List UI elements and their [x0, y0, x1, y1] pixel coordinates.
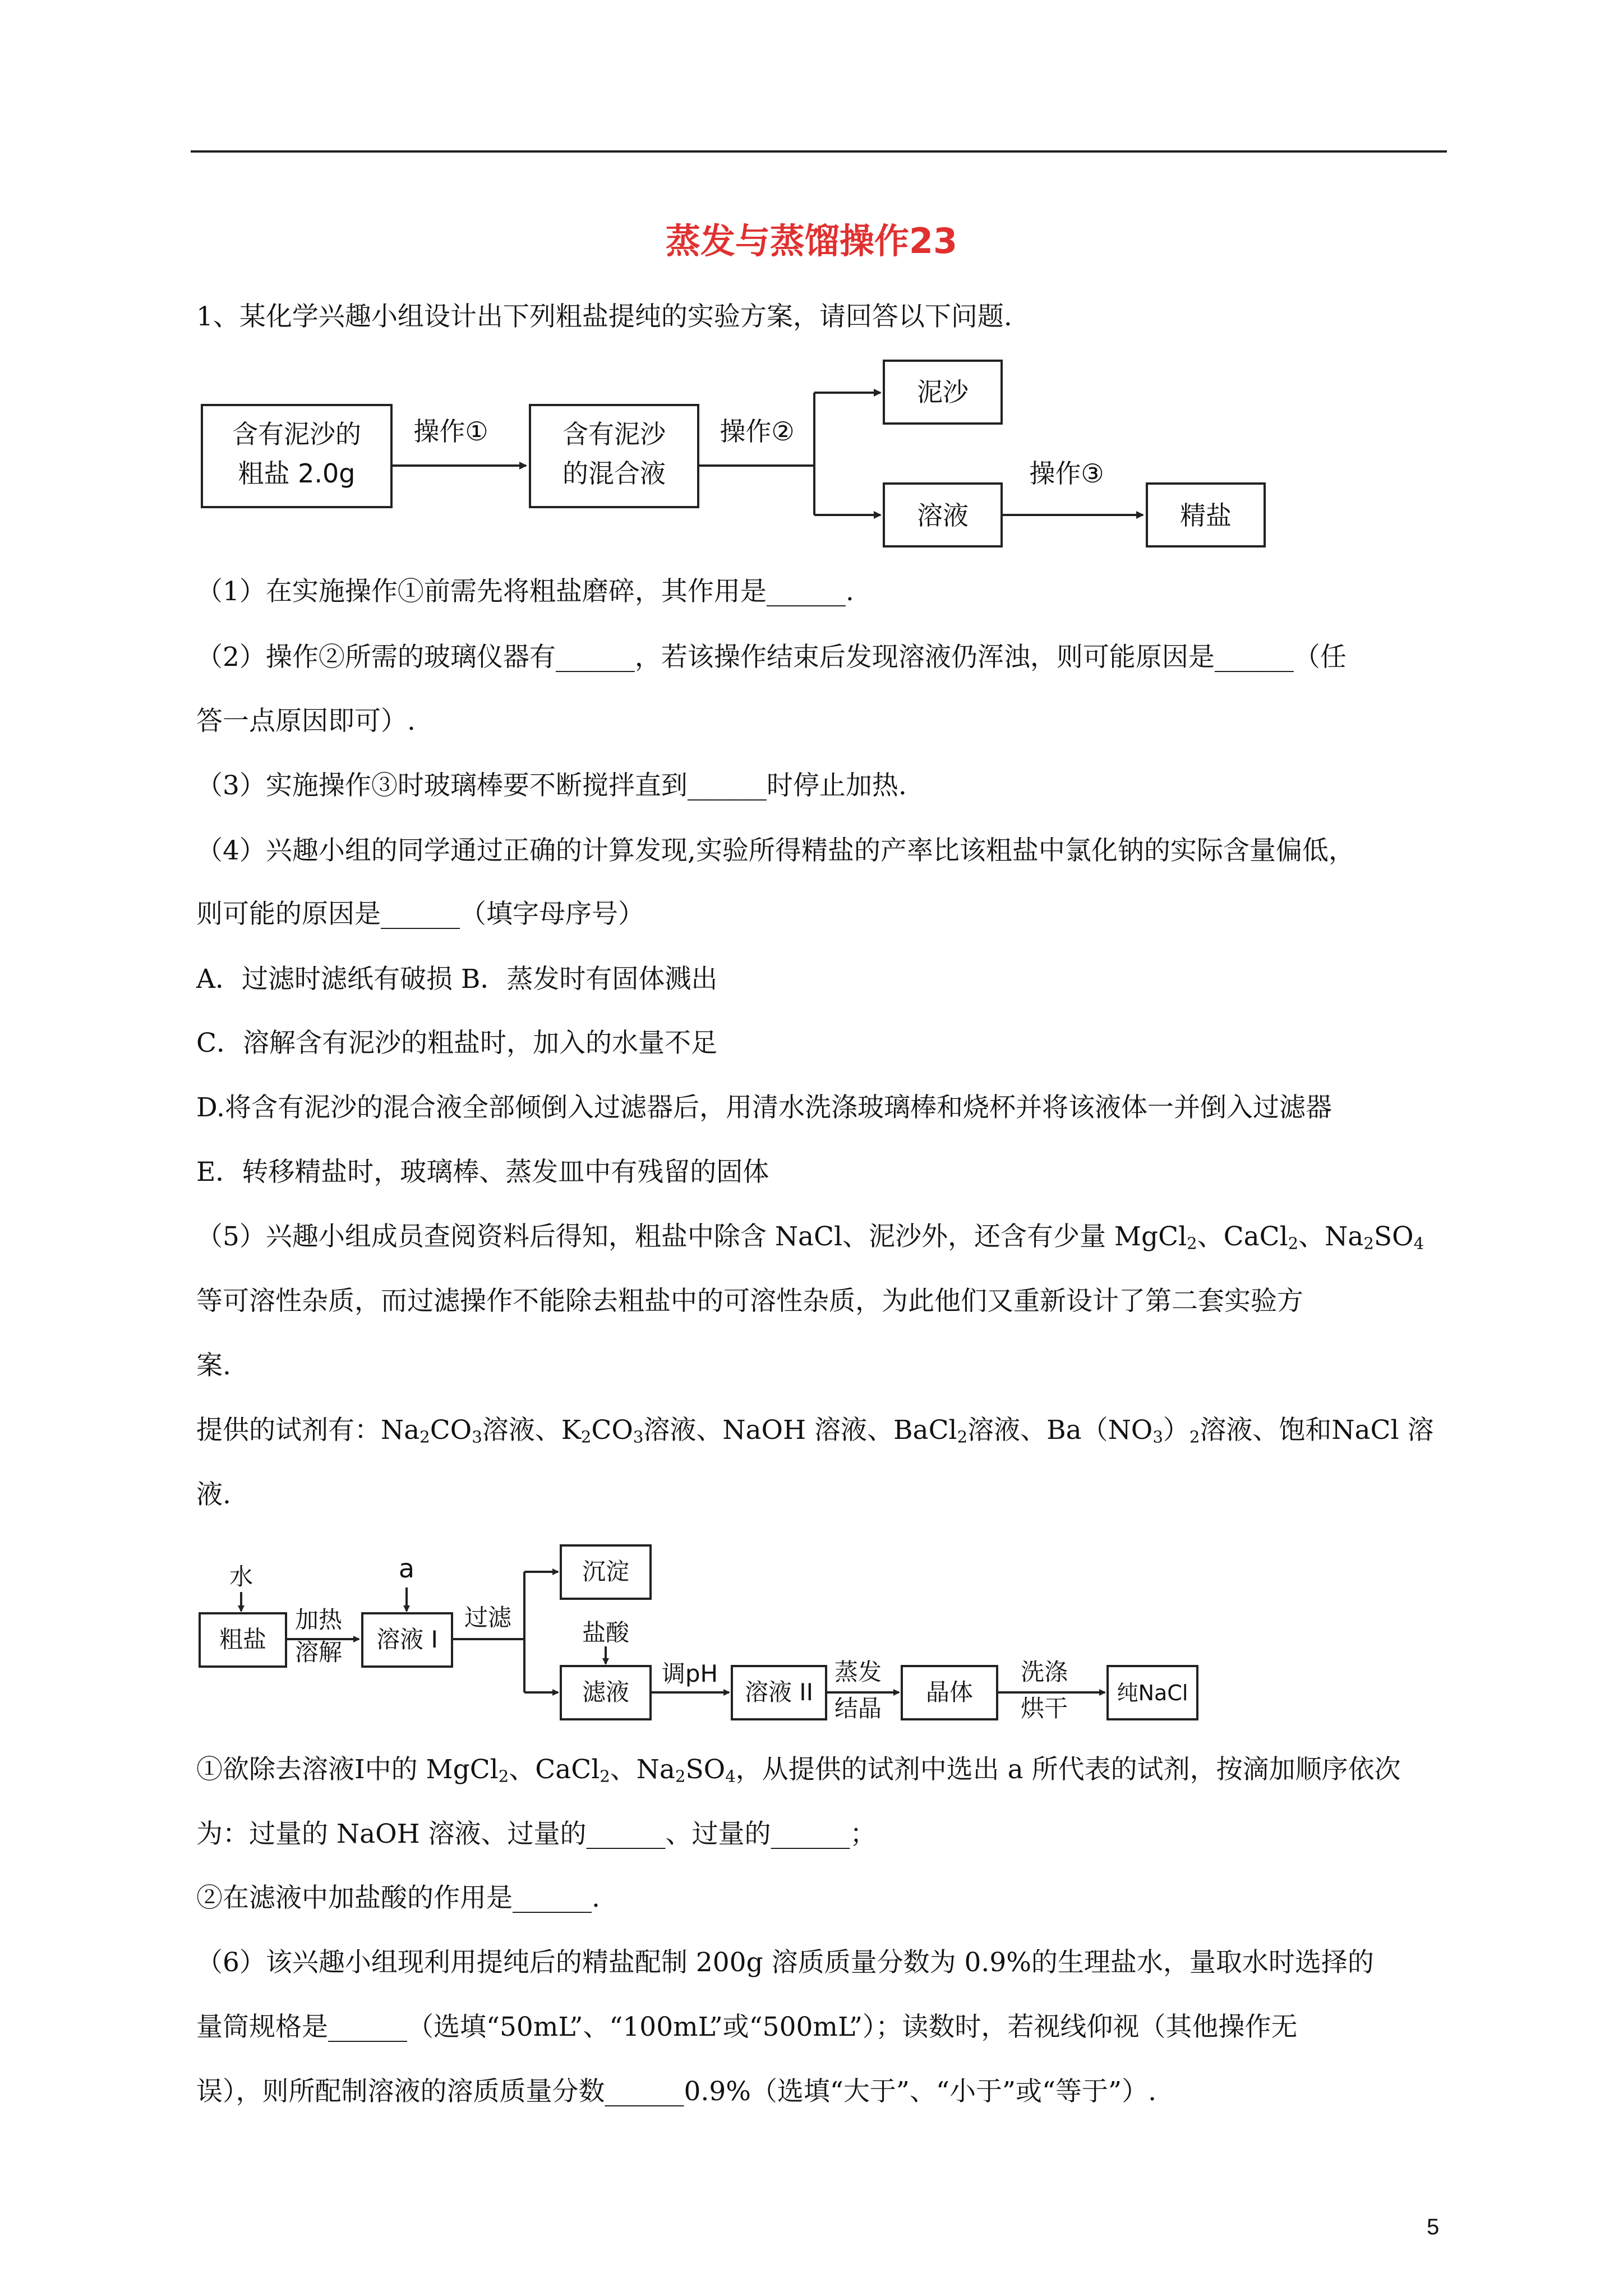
line-q1: （1）在实施操作①前需先将粗盐磨碎，其作用是______. [196, 576, 854, 607]
line-sub2: ②在滤液中加盐酸的作用是______. [196, 1883, 600, 1913]
box-sand [884, 361, 1002, 424]
line-q2-cont: 答一点原因即可）. [196, 706, 416, 737]
line-reagents-cont: 液. [196, 1479, 231, 1510]
label-op1: 操作① [413, 416, 488, 447]
label-filter: 过滤 [464, 1604, 512, 1631]
line-q4: （4）兴趣小组的同学通过正确的计算发现,实验所得精盐的产率比该粗盐中氯化钠的实际含量偏低， [196, 835, 1355, 866]
line-q2: （2）操作②所需的玻璃仪器有______，若该操作结束后发现溶液仍浑浊，则可能原因是______（任 [196, 642, 1347, 673]
line-q5: （5）兴趣小组成员查阅资料后得知，粗盐中除含 NaCl、泥沙外，还含有少量 MgCl$_2$、CaCl$_2$、$Na_2SO_4$ [196, 1221, 1424, 1253]
option-d: D.将含有泥沙的混合液全部倾倒入过滤器后，用清水洗涤玻璃棒和烧杯并将该液体一并倒入过滤器 [196, 1092, 1332, 1123]
option-a-b: A．过滤时滤纸有破损 B．蒸发时有固体溅出 [196, 964, 718, 995]
label-evaporate: 蒸发 [834, 1658, 882, 1686]
box-crude-salt [202, 405, 391, 507]
label-heat: 加热 [294, 1606, 343, 1634]
box-fine-salt [1147, 484, 1265, 546]
box-precipitate-label: 沉淀 [582, 1558, 630, 1585]
line-sub1: ①欲除去溶液Ⅰ中的 MgCl$_2$、CaCl$_2$、$Na_2SO_4$，从提供的试剂中选出 a 所代表的试剂，按滴加顺序依次 [196, 1754, 1401, 1786]
box-mixture-line1: 含有泥沙 [562, 419, 666, 449]
header-rule [191, 150, 1447, 153]
option-e: E．转移精盐时，玻璃棒、蒸发皿中有残留的固体 [196, 1157, 769, 1188]
box-crude-label: 粗盐 [219, 1626, 267, 1653]
label-water: 水 [229, 1563, 253, 1590]
label-adjust-ph: 调pH [661, 1660, 718, 1687]
option-c: C．溶解含有泥沙的粗盐时，加入的水量不足 [196, 1028, 717, 1059]
line-reagents: 提供的试剂有：$Na_2CO_3$溶液、$K_2CO_3$溶液、NaOH 溶液、BaCl$_2$溶液、$Ba(NO_3)_2$溶液、饱和NaCl 溶 [196, 1415, 1434, 1447]
page-title: 蒸发与蒸馏操作23 [665, 220, 958, 261]
box-pure-nacl-label: 纯NaCl [1117, 1681, 1188, 1705]
box-solution-2-label: 溶液 II [744, 1678, 814, 1706]
box-pure-nacl [1108, 1666, 1197, 1719]
label-wash: 洗涤 [1020, 1658, 1068, 1686]
line-q3: （3）实施操作③时玻璃棒要不断搅拌直到______时停止加热. [196, 770, 907, 801]
line-q6-cont1: 量筒规格是______（选填“50mL”、“100mL”或“500mL”）；读数时，若视线仰视（其他操作无 [196, 2012, 1298, 2042]
box-solution-1 [362, 1613, 452, 1667]
page-number: 5 [1427, 2215, 1440, 2239]
box-solution-label: 溶液 [917, 500, 969, 531]
line-sub1-cont: 为：过量的 NaOH 溶液、过量的______、过量的______； [196, 1819, 877, 1849]
box-solution-2 [732, 1666, 826, 1719]
line-q5-cont1: 等可溶性杂质，而过滤操作不能除去粗盐中的可溶性杂质，为此他们又重新设计了第二套实验方 [196, 1286, 1303, 1317]
line-q4-cont: 则可能的原因是______（填字母序号） [196, 899, 644, 930]
box-filtrate-label: 滤液 [582, 1678, 630, 1706]
line-q5-cont2: 案. [196, 1350, 231, 1381]
line-q6: （6）该兴趣小组现利用提纯后的精盐配制 200g 溶质质量分数为 0.9%的生理盐水，量取水时选择的 [196, 1947, 1374, 1978]
box-mixture [530, 405, 698, 507]
box-filtrate [561, 1666, 651, 1719]
box-solution [884, 484, 1002, 546]
box-crystal-label: 晶体 [925, 1678, 974, 1706]
box-crude-salt-line1: 含有泥沙的 [232, 419, 361, 449]
box-mixture-line2: 的混合液 [562, 458, 666, 489]
label-dry: 烘干 [1020, 1695, 1068, 1722]
label-reagent-a: a [398, 1553, 415, 1584]
label-crystallize: 结晶 [834, 1695, 882, 1722]
question-intro: 1、某化学兴趣小组设计出下列粗盐提纯的实验方案，请回答以下问题. [196, 301, 1012, 332]
line-q6-cont2: 误），则所配制溶液的溶质质量分数______0.9%（选填“大于”、“小于”或“等于”）. [196, 2076, 1157, 2107]
box-fine-salt-label: 精盐 [1180, 500, 1232, 531]
box-crystal [902, 1666, 997, 1719]
box-crude-salt-line2: 粗盐 2.0g [238, 458, 356, 489]
label-op2: 操作② [720, 416, 795, 447]
box-precipitate [561, 1545, 651, 1599]
box-sand-label: 泥沙 [917, 377, 969, 407]
label-op3: 操作③ [1029, 458, 1104, 489]
label-hcl: 盐酸 [582, 1619, 630, 1646]
label-dissolve: 溶解 [294, 1639, 343, 1666]
box-crude [200, 1613, 286, 1667]
box-solution-1-label: 溶液 I [376, 1626, 438, 1653]
